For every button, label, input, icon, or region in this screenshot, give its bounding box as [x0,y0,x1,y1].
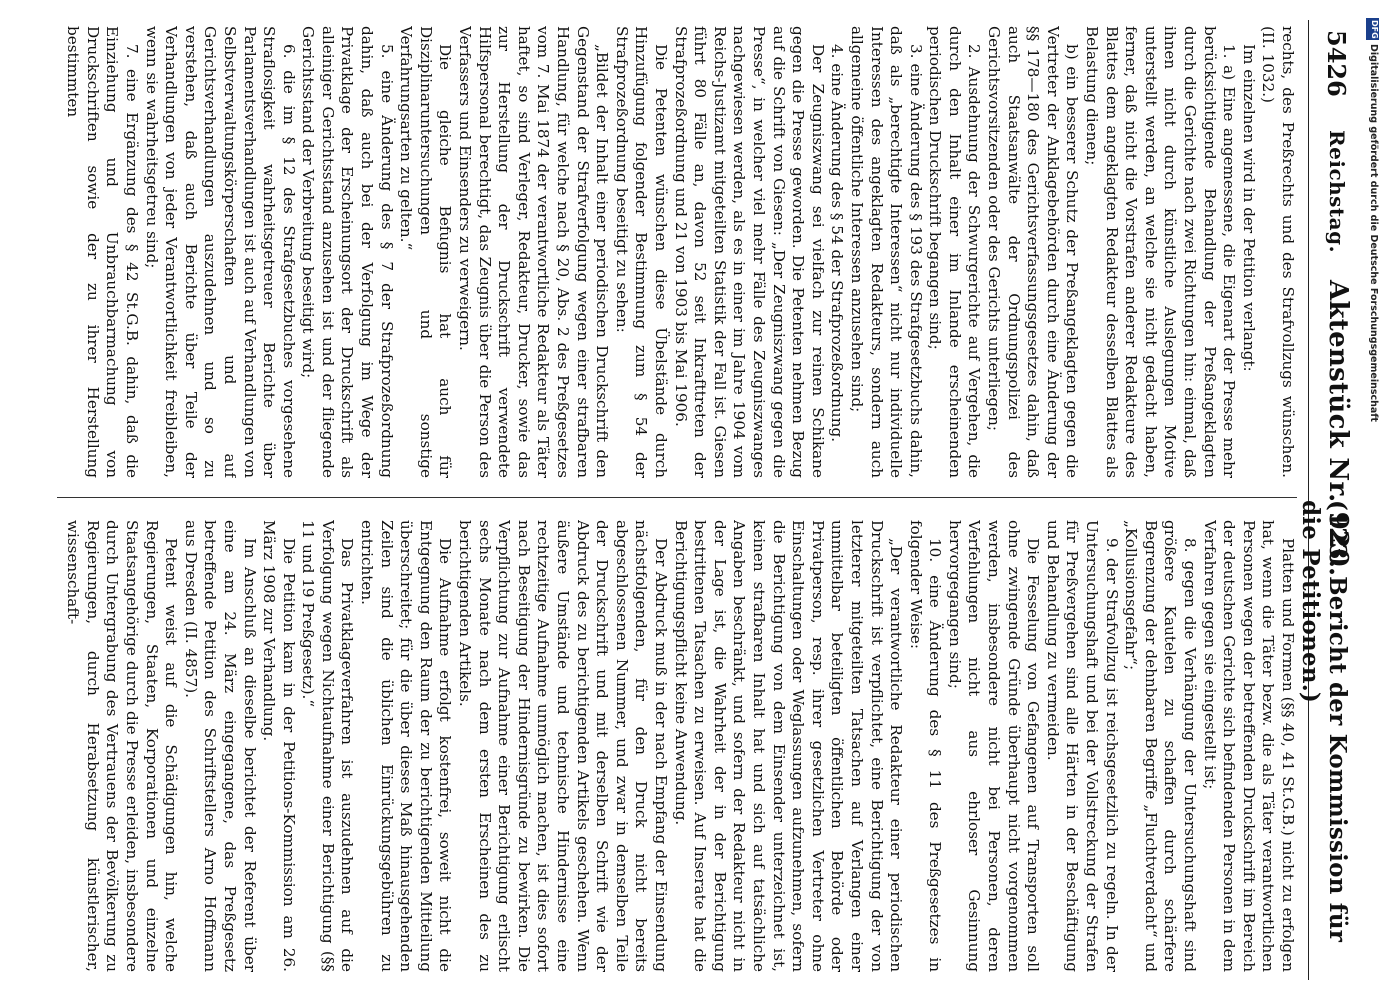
paragraph: 8. gegen die Verhängung der Untersuchungshaft sind größere Kautelen zu schaffen durch schärfere Begrenzung der dehnbaren Begriffe „Fluchtverdacht“ und „Kollusionsgefahr“; [1122,520,1200,972]
paragraph: 9. der Strafvollzug ist reichsgesetzlich zu regeln. In der Untersuchungshaft und bei der Vollstreckung der Strafen für Preßvergehen sind alle Härten in der Beschäftigung und Behandlung zu vermeiden. [1043,520,1121,972]
paragraph: b) ein besserer Schutz der Preßangeklagten gegen die Vertreter der Anklagebehörden durch eine Änderung der §§ 178—180 des Gerichtsverfassungsgesetzes dahin, daß auch Staatsanwälte der Ordnungspolizei des Gerichtsvorsitzenden oder des Gerichts unterliegen; [985,26,1082,478]
paragraph: 6. die im § 12 des Strafgesetzbuches vorgesehene Straflosigkeit wahrheitsgetreuer Berichte über Parlamentsverhandlungen ist auch auf Verhandlungen von Selbstverwaltungskörperschaften und auf Gerichtsverhandlungen auszudehnen und so zu verstehen, daß auch Berichte über Teile der Verhandlungen von jeder Verantwortlichkeit freibleiben, wenn sie wahrheitsgetreu sind; [142,26,298,478]
paragraph: Der Zeugniszwang sei vielfach zur reinen Schikane gegen die Presse geworden. Die Petenten nehmen Bezug auf die Schrift von Giesen: „Der Zeugniszwang gegen die Presse“, in welcher viel mehr Fälle des Zeugniszwanges nachgewiesen werden, als es in einer im Jahre 1904 vom Reichs-Justizamt mitgeteilten Statistik der Fall ist. Giesen führt 80 Fälle an, davon 52 seit Inkrafttreten der Strafprozeßordnung und 21 von 1903 bis Mai 1906. [671,26,827,478]
paragraph: 1. a) Eine angemessene, die Eigenart der Presse mehr berücksichtigende Behandlung der Preßangeklagten durch die Gerichte nach zwei Richtungen hin: einmal, daß ihnen nicht durch künstliche Auslegungen Motive unterstellt werden, an welche sie nicht gedacht haben, ferner, daß nicht die Vorstrafen anderer Redakteure des Blattes dem angeklagten Redakteur desselben Blattes als Belastung dienen; [1083,26,1239,478]
paragraph: Die Fesselung von Gefangenen auf Transporten soll ohne zwingende Gründe überhaupt nicht vorgenommen werden, insbesondere nicht bei Personen, deren Verfehlungen nicht aus ehrloser Gesinnung hervorgegangen sind; [945,520,1043,972]
paragraph: Im Anschluß an dieselbe berichtet der Referent über eine am 24. März eingegangene, das Preßgesetz betreffende Petition des Schriftstellers Arno Hoffmann aus Dresden (II. 4857). [181,520,259,972]
header-report-title: (123. Bericht der Kommission für die Petitionen.) [1297,500,1351,943]
paragraph: 7. eine Ergänzung des § 42 St.G.B. dahin, daß die Einziehung und Unbrauchbarmachung von Druckschriften sowie der zu ihrer Herstellung bestimmten [64,26,141,478]
text-column-left [57,26,1297,478]
paragraph: Der Abdruck muß in der nach Empfang der Einsendung nächstfolgenden, für den Druck nicht bereits abgeschlossenen Nummer, und zwar in demselben Teile der Druckschrift und mit derselben Schrift wie der Abdruck des zu berichtigenden Artikels geschehen. Wenn äußere Umstände und technische Hindernisse eine rechtzeitige Aufnahme unmöglich machen, ist dies sofort nach Beseitigung der Hindernisgründe zu bewirken. Die Verpflichtung zur Aufnahme einer Berichtigung erlischt sechs Monate nach dem ersten Erscheinen des zu berichtigenden Artikels. [456,520,670,972]
dfg-logo: DFG [1366,18,1379,40]
paragraph: Die Petenten wünschen diese Übelstände durch Hinzufügung folgender Bestimmung zum § 54 der Strafprozeßordnung beseitigt zu sehen: [612,26,670,478]
paragraph: Petent weist auf die Schädigungen hin, welche Regierungen, Staaten, Korporationen und einzelne Staatsangehörige durch die Presse erleiden, insbesondere durch Untergrabung des Vertrauens der Bevölkerung zu Regierungen, durch Herabsetzung künstlerischer, wissenschaft- [64,520,181,972]
header-reichstag: Reichstag. [1325,130,1349,254]
paragraph: Das Privatklageverfahren ist auszudehnen auf die Verfolgung wegen Nichtaufnahme einer Berichtigung (§§ 11 und 19 Preßgesetz).“ [299,520,357,972]
paragraph: 5. eine Änderung des § 7 der Strafprozeßordnung dahin, daß auch bei der Verfolgung im Wege der Privatklage der Erscheinungsort der Druckschrift als alleiniger Gerichtsstand anzusehen ist und der fliegende Gerichtsstand der Verbreitung beseitigt wird; [299,26,396,478]
paragraph: Die Aufnahme erfolgt kostenfrei, soweit nicht die Entgegnung den Raum der zu berichtigenden Mitteilung überschreitet; für die über dieses Maß hinausgehenden Zeilen sind die üblichen Einrückungsgebühren zu entrichten. [358,520,455,972]
page-header [1297,20,1361,980]
digitization-sidebar [1366,10,1380,710]
paragraph: 10. eine Änderung des § 11 des Preßgesetzes in folgender Weise: [906,520,945,972]
paragraph: Die gleiche Befugnis hat auch für Disziplinaruntersuchungen und sonstige Verfahrungsarten zu gelten.“ [397,26,455,478]
document-page [41,20,1361,980]
paragraph: rechts, des Preßrechts und des Strafvollzugs wünschen. (II. 1032.) [1259,26,1297,478]
paragraph: 3. eine Änderung des § 193 des Strafgesetzbuchs dahin, daß als „berechtigte Interessen“ nicht nur individuelle Interessen des angeklagten Redakteurs, sondern auch allgemeine öffentliche Interessen anzusehen sind; [847,26,925,478]
paragraph: „Bildet der Inhalt einer periodischen Druckschrift den Gegenstand der Strafverfolgung wegen einer strafbaren Handlung, für welche nach § 20, Abs. 2 des Preßgesetzes vom 7. Mai 1874 der verantwortliche Redakteur als Täter haftet, so sind Verleger, Redakteur, Drucker, sowie das zur Herstellung der Druckschrift verwendete Hilfspersonal berechtigt, das Zeugnis über die Person des Verfassers und Einsenders zu verweigern. [456,26,612,478]
paragraph: Die Petition kam in der Petitions-Kommission am 26. März 1908 zur Verhandlung. [260,520,298,972]
paragraph: Im einzelnen wird in der Petition verlangt: [1239,44,1258,372]
page-number: 5426 [1322,30,1351,97]
paragraph: Platten und Formen (§§ 40, 41 St.G.B.) nicht zu erfolgen hat, wenn die Täter bezw. die als Täter verantwortlichen Personen wegen der betreffenden Druckschrift im Bereich der deutschen Gerichte sich befindenden Personen in dem Verfahren gegen sie eingestellt ist; [1200,520,1297,972]
text-column-right [57,520,1297,972]
digitization-note: Digitalisierung gefördert durch die Deutsche Forschungsgemeinschaft [1368,44,1379,422]
paragraph: 4. eine Änderung des § 54 der Strafprozeßordnung. [828,44,847,443]
header-aktenstueck: Aktenstück Nr. 920. [1323,280,1353,577]
paragraph: 2. Ausdehnung der Schwurgerichte auf Vergehen, die durch den Inhalt einer im Inlande erscheinenden periodischen Druckschrift begangen sind; [926,26,984,478]
paragraph: „Der verantwortliche Redakteur einer periodischen Druckschrift ist verpflichtet, eine Berichtigung der von letzterer mitgeteilten Tatsachen auf Verlangen einer unmittelbar beteiligten öffentlichen Behörde oder Privatperson, resp. ihrer gesetzlichen Vertreter ohne Einschaltungen oder Weglassungen aufzunehmen, sofern die Berichtigung von dem Einsender unterzeichnet ist, keinen strafbaren Inhalt hat und sich auf tatsächliche Angaben beschränkt, und sofern der Redakteur nicht in der Lage ist, die Wahrheit der in der Berichtigung bestrittenen Tatsachen zu erweisen. Auf Inserate hat die Berichtigungspflicht keine Anwendung. [671,520,906,972]
column-divider [57,497,1297,498]
